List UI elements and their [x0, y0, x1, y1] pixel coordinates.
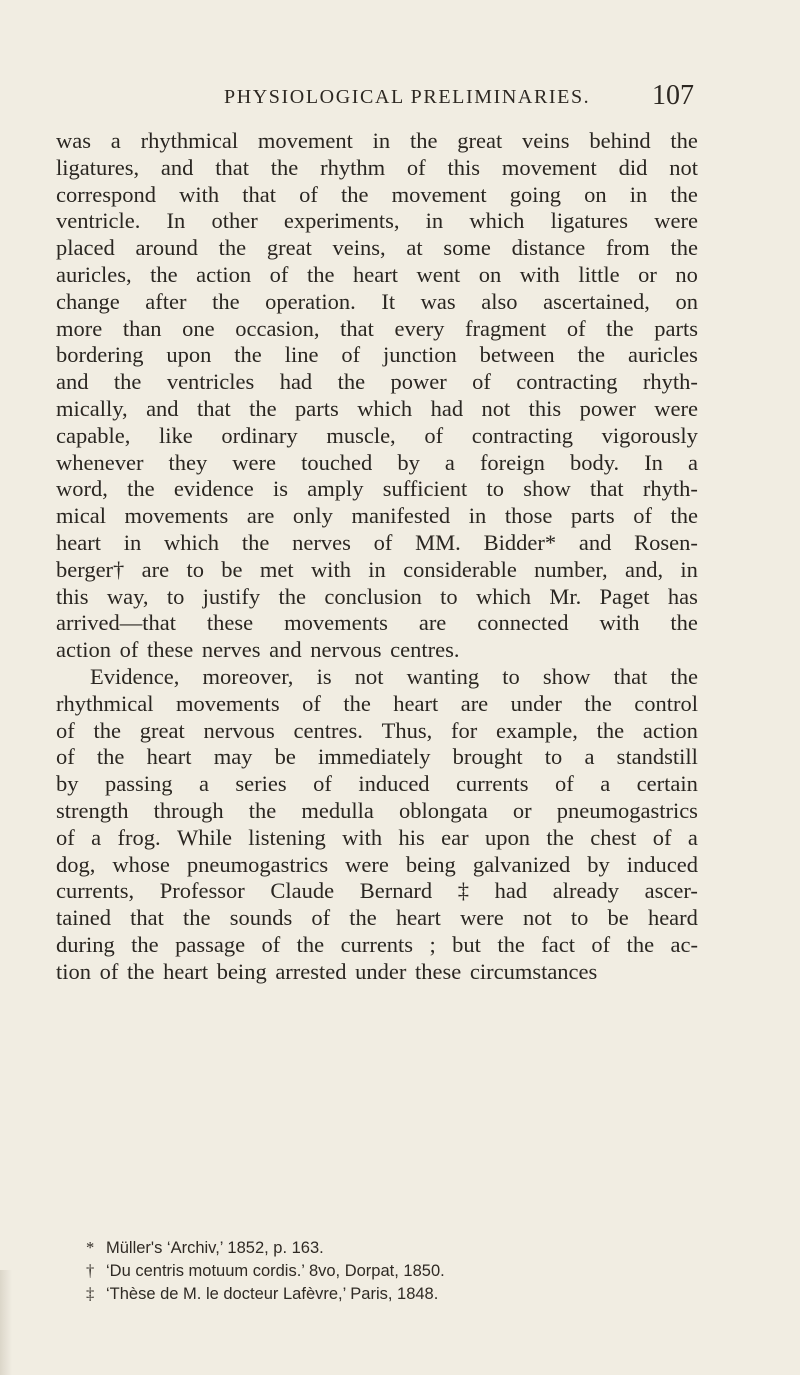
text-line: auricles, the action of the heart went on with little or no	[56, 261, 698, 287]
text-line: during the passage of the currents ; but the fact of the ac-	[56, 931, 698, 957]
footnote	[86, 1259, 706, 1282]
footnote-mark: †	[86, 1261, 95, 1280]
footnote-text: ‘Du centris motuum cordis.’ 8vo, Dorpat, 1850.	[106, 1262, 445, 1280]
text-line: correspond with that of the movement going on in the	[56, 181, 698, 207]
text-line: whenever they were touched by a foreign body. In a	[56, 449, 698, 475]
text-line: more than one occasion, that every fragment of the parts	[56, 315, 698, 341]
footnote	[86, 1282, 706, 1305]
text-line: strength through the medulla oblongata or pneumogastrics	[56, 797, 698, 823]
text-line: this way, to justify the conclusion to which Mr. Paget has	[56, 583, 698, 609]
text-line: ventricle. In other experiments, in which ligatures were	[56, 208, 698, 234]
text-line: word, the evidence is amply sufficient to show that rhyth-	[56, 476, 698, 502]
page-header	[224, 80, 694, 114]
text-line: of a frog. While listening with his ear upon the chest of a	[56, 824, 698, 850]
text-line: change after the operation. It was also ascertained, on	[56, 288, 698, 314]
footnote	[86, 1236, 706, 1259]
text-line: by passing a series of induced currents of a certain	[56, 771, 698, 797]
text-line: of the great nervous centres. Thus, for example, the action	[56, 717, 698, 743]
text-line: heart in which the nerves of MM. Bidder* and Rosen-	[56, 529, 698, 555]
text-line: action of these nerves and nervous centres.	[56, 637, 460, 663]
footnotes	[86, 1236, 706, 1305]
text-line: dog, whose pneumogastrics were being galvanized by induced	[56, 851, 698, 877]
text-line: was a rhythmical movement in the great veins behind the	[56, 128, 698, 153]
text-line: tion of the heart being arrested under these circumstances	[56, 958, 598, 984]
text-line: and the ventricles had the power of contracting rhyth-	[56, 369, 698, 395]
text-line: berger† are to be met with in considerable number, and, in	[56, 556, 698, 582]
text-line: arrived—that these movements are connected with the	[56, 610, 698, 636]
body-text	[56, 128, 698, 986]
footnote-text: ‘Thèse de M. le docteur Lafèvre,’ Paris, 1848.	[106, 1285, 439, 1303]
text-line: placed around the great veins, at some distance from the	[56, 235, 698, 261]
text-line: bordering upon the line of junction between the auricles	[56, 342, 698, 368]
page-number: 107	[652, 80, 694, 111]
text-line: mical movements are only manifested in those parts of the	[56, 503, 698, 529]
text-line: of the heart may be immediately brought to a standstill	[56, 744, 698, 770]
footnote-mark: ‡	[86, 1284, 95, 1303]
footnote-text: Müller's ‘Archiv,’ 1852, p. 163.	[106, 1239, 324, 1257]
page-edge-shadow	[0, 1270, 12, 1375]
text-line: rhythmical movements of the heart are under the control	[56, 690, 698, 716]
text-line: currents, Professor Claude Bernard ‡ had already ascer-	[56, 878, 698, 904]
text-line: mically, and that the parts which had not this power were	[56, 395, 698, 421]
footnote-mark: *	[86, 1238, 95, 1257]
running-head: PHYSIOLOGICAL PRELIMINARIES.	[224, 86, 591, 108]
text-line: ligatures, and that the rhythm of this movement did not	[56, 154, 698, 180]
text-line: capable, like ordinary muscle, of contracting vigorously	[56, 422, 698, 448]
text-line: Evidence, moreover, is not wanting to show that the	[90, 663, 698, 689]
text-line: tained that the sounds of the heart were not to be heard	[56, 905, 698, 931]
